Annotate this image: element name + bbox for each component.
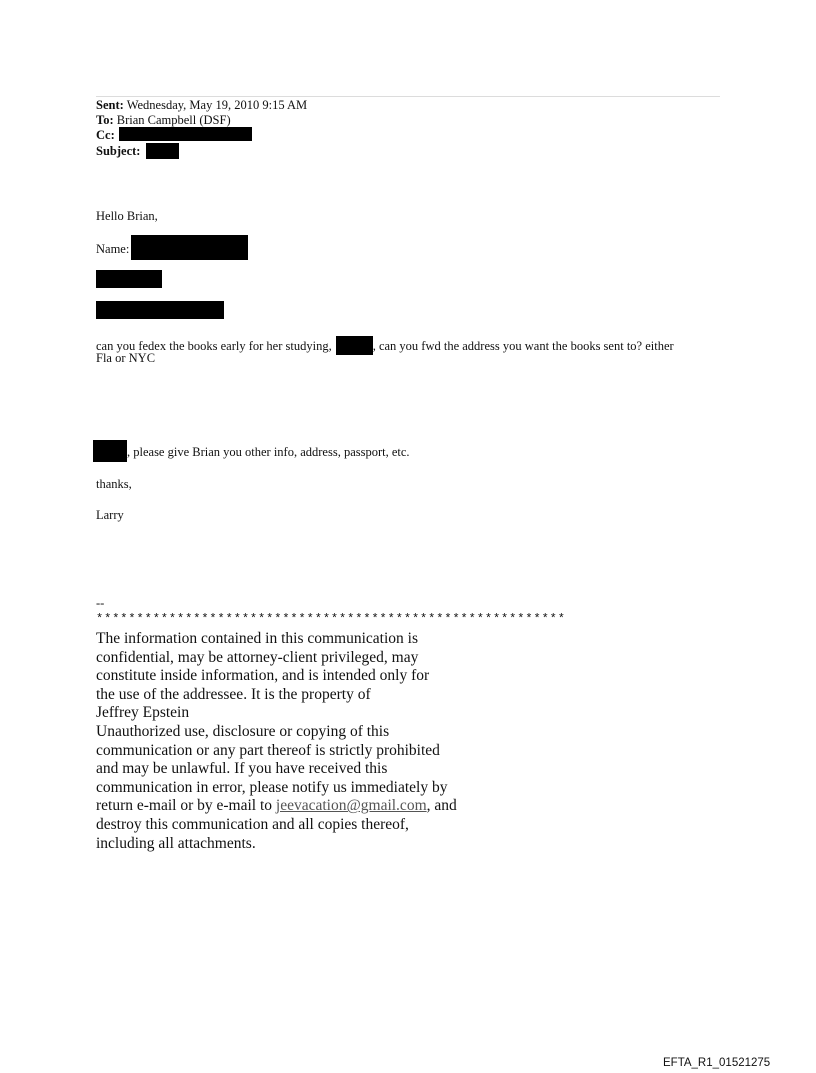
subject-line xyxy=(96,144,140,159)
redacted-block-2 xyxy=(96,301,224,319)
redacted-block-1 xyxy=(96,270,162,288)
to-line xyxy=(96,113,231,128)
disclaimer-line: confidential, may be attorney-client privileged, may xyxy=(96,648,419,666)
request-text-b: , can you fwd the address you want the books sent to? either xyxy=(372,339,674,353)
cc-redaction xyxy=(119,127,252,141)
disclaimer-line: destroy this communication and all copies thereof, xyxy=(96,815,409,833)
to-value: Brian Campbell (DSF) xyxy=(116,113,231,127)
greeting: Hello Brian, xyxy=(96,209,158,223)
disclaimer-line: and may be unlawful. If you have received this xyxy=(96,760,388,778)
disclaimer-line: communication or any part thereof is strictly prohibited xyxy=(96,741,440,759)
sent-label: Sent: xyxy=(96,98,124,112)
followup-line: , please give Brian you other info, address, passport, etc. xyxy=(127,445,410,459)
name-label: Name: xyxy=(96,242,130,256)
name-redaction xyxy=(131,235,248,260)
disclaimer-line: including all attachments. xyxy=(96,834,256,852)
header-divider xyxy=(96,96,720,97)
disclaimer-line: the use of the addressee. It is the property of xyxy=(96,685,371,703)
subject-redaction xyxy=(146,143,179,159)
disclaimer-return-prefix: return e-mail or by e-mail to xyxy=(96,797,276,815)
followup-redaction xyxy=(93,440,127,462)
request-line-1 xyxy=(96,336,674,355)
request-text-a: can you fedex the books early for her studying, xyxy=(96,339,332,353)
confidentiality-disclaimer xyxy=(96,630,496,853)
cc-line xyxy=(96,128,115,143)
disclaimer-return-suffix: , and xyxy=(426,797,457,815)
request-line-2: Fla or NYC xyxy=(96,351,156,365)
asterisk-divider: ********************************************************** xyxy=(96,612,566,626)
thanks-line: thanks, xyxy=(96,477,132,491)
disclaimer-line: constitute inside information, and is intended only for xyxy=(96,667,430,685)
disclaimer-line: communication in error, please notify us immediately by xyxy=(96,778,448,796)
to-label: To: xyxy=(96,113,114,127)
disclaimer-line: Jeffrey Epstein xyxy=(96,704,190,722)
email-link[interactable]: jeevacation@gmail.com xyxy=(275,797,427,815)
recipient-redaction xyxy=(336,336,373,355)
disclaimer-email-line xyxy=(96,797,496,816)
disclaimer-line: The information contained in this communication is xyxy=(96,630,418,647)
signature-name: Larry xyxy=(96,508,124,522)
subject-label: Subject: xyxy=(96,144,141,158)
sent-value: Wednesday, May 19, 2010 9:15 AM xyxy=(126,98,308,112)
disclaimer-line: Unauthorized use, disclosure or copying of this xyxy=(96,722,390,740)
signature-dashes: -- xyxy=(96,596,105,610)
sent-line xyxy=(96,98,307,113)
document-id: EFTA_R1_01521275 xyxy=(663,1057,771,1069)
cc-label: Cc: xyxy=(96,128,115,142)
